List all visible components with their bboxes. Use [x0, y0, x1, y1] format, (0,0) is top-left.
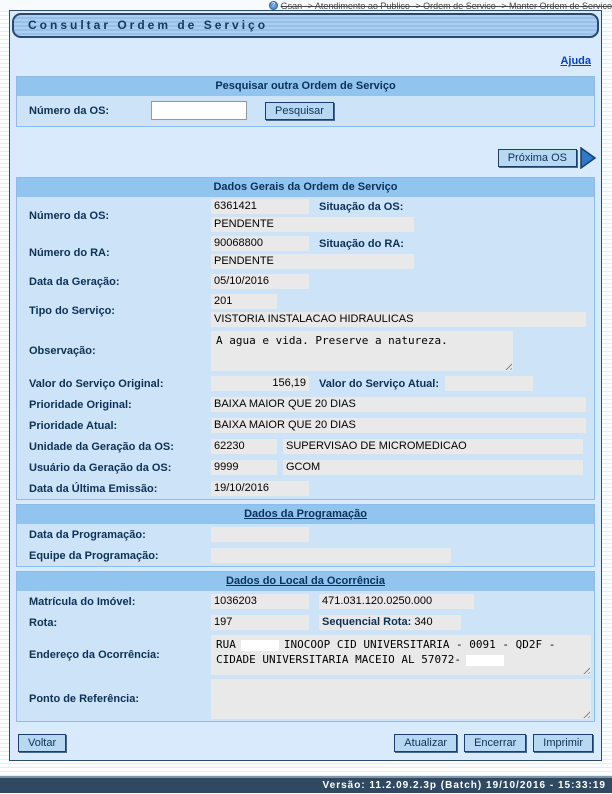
sequencial-rota-label: Sequencial Rota:	[322, 616, 412, 628]
numero-os-label: Número da OS:	[29, 209, 110, 222]
data-geracao-label: Data da Geração:	[29, 275, 120, 288]
unidade-geracao-label: Unidade da Geração da OS:	[29, 440, 174, 453]
local-ocorrencia-header	[17, 572, 594, 591]
encerrar-button[interactable]: Encerrar	[464, 734, 526, 752]
tipo-servico-code: 201	[211, 294, 277, 309]
equipe-programacao-row	[17, 545, 594, 566]
help-row	[14, 40, 597, 72]
tipo-servico-desc: VISTORIA INSTALACAO HIDRAULICAS	[211, 312, 586, 327]
ponto-referencia-textarea[interactable]	[211, 679, 591, 719]
endereco-line2-text: CIDADE UNIVERSITARIA MACEIO AL 57072-	[216, 653, 462, 666]
endereco-textarea[interactable]	[211, 635, 591, 675]
imprimir-button[interactable]: Imprimir	[533, 734, 593, 752]
version-bar: Versão: 11.2.09.2.3p (Batch) 19/10/2016 - 15:33:19	[0, 776, 612, 793]
help-link[interactable]: Ajuda	[560, 55, 591, 67]
help-circle-icon: ?	[269, 1, 278, 10]
valor-atual-value	[445, 376, 533, 391]
prioridade-atual-value: BAIXA MAIOR QUE 20 DIAS	[211, 418, 586, 433]
situacao-os-label: Situação da OS:	[319, 200, 404, 213]
tipo-servico-label: Tipo do Serviço:	[29, 304, 115, 317]
observacao-text: A agua e vida. Preserve a natureza.	[216, 334, 448, 347]
sequencial-rota-field	[319, 615, 461, 630]
unidade-geracao-code: 62230	[211, 439, 277, 454]
ultima-emissao-row	[17, 478, 594, 499]
voltar-button[interactable]: Voltar	[18, 734, 66, 752]
endereco-line1-street: RUA	[216, 638, 236, 651]
endereco-line1	[216, 637, 586, 652]
situacao-ra-value: PENDENTE	[211, 254, 414, 269]
prioridade-original-value: BAIXA MAIOR QUE 20 DIAS	[211, 397, 586, 412]
actions-right-group	[394, 734, 593, 752]
endereco-line2	[216, 652, 586, 667]
rota-label: Rota:	[29, 616, 58, 629]
proxima-os-row	[14, 131, 597, 173]
usuario-geracao-code: 9999	[211, 460, 277, 475]
usuario-geracao-desc: GCOM	[283, 460, 583, 475]
programacao-header-link[interactable]: Dados da Programação	[244, 508, 367, 520]
programacao-header	[17, 505, 594, 524]
numero-ra-label: Número do RA:	[29, 246, 110, 259]
data-geracao-row	[17, 271, 594, 292]
rota-value: 197	[211, 615, 309, 630]
search-section-header: Pesquisar outra Ordem de Serviço	[17, 77, 594, 96]
endereco-label: Endereço da Ocorrência:	[29, 649, 160, 661]
resize-handle-icon[interactable]	[503, 361, 512, 370]
atualizar-button[interactable]: Atualizar	[394, 734, 457, 752]
numero-os-row	[17, 197, 594, 234]
observacao-row	[17, 329, 594, 373]
equipe-programacao-value	[211, 548, 451, 563]
ponto-referencia-label: Ponto de Referência:	[29, 693, 140, 705]
observacao-textarea[interactable]	[211, 331, 513, 371]
proxima-os-button[interactable]: Próxima OS	[498, 149, 577, 167]
situacao-ra-label: Situação do RA:	[319, 237, 404, 250]
equipe-programacao-label: Equipe da Programação:	[29, 549, 159, 562]
prioridade-atual-label: Prioridade Atual:	[29, 419, 118, 432]
search-row	[17, 96, 594, 126]
matricula-row	[17, 591, 594, 612]
endereco-row	[17, 633, 594, 677]
valor-original-label: Valor do Serviço Original:	[29, 377, 164, 390]
consultar-os-window	[9, 10, 602, 761]
page-title: Consultar Ordem de Serviço	[12, 13, 599, 38]
resize-handle-icon[interactable]	[581, 709, 590, 718]
matricula-label: Matrícula do Imóvel:	[29, 595, 136, 608]
situacao-os-value: PENDENTE	[211, 217, 414, 232]
pesquisar-button[interactable]: Pesquisar	[265, 102, 334, 120]
actions-row	[14, 726, 597, 754]
prioridade-atual-row	[17, 415, 594, 436]
redacted-text-block	[466, 655, 504, 666]
tipo-servico-row	[17, 292, 594, 329]
inscricao-value: 471.031.120.0250.000	[319, 594, 474, 609]
unidade-geracao-desc: SUPERVISAO DE MICROMEDICAO	[283, 439, 583, 454]
usuario-geracao-row	[17, 457, 594, 478]
numero-os-value: 6361421	[211, 199, 309, 214]
numero-ra-row	[17, 234, 594, 271]
data-programacao-label: Data da Programação:	[29, 528, 146, 541]
sequencial-rota-value: 340	[414, 616, 433, 628]
rota-row	[17, 612, 594, 633]
page-content	[10, 40, 601, 760]
data-programacao-value	[211, 527, 309, 542]
valor-atual-label: Valor do Serviço Atual:	[319, 377, 440, 390]
programacao-section	[16, 504, 595, 567]
ultima-emissao-value: 19/10/2016	[211, 481, 309, 496]
numero-ra-value: 90068800	[211, 236, 309, 251]
endereco-line1-rest: INOCOOP CID UNIVERSITARIA - 0091 - QD2F -	[283, 638, 556, 651]
ultima-emissao-label: Data da Última Emissão:	[29, 482, 158, 495]
numero-os-input[interactable]	[151, 101, 247, 120]
numero-os-search-label: Número da OS:	[29, 104, 110, 117]
valor-original-value: 156,19	[211, 376, 309, 391]
data-geracao-value: 05/10/2016	[211, 274, 309, 289]
next-arrow-icon[interactable]	[579, 147, 597, 169]
usuario-geracao-label: Usuário da Geração da OS:	[29, 461, 172, 474]
dados-gerais-header: Dados Gerais da Ordem de Serviço	[17, 178, 594, 197]
search-section	[16, 76, 595, 127]
observacao-label: Observação:	[29, 345, 96, 357]
breadcrumb-trail[interactable]: Gsan -> Atendimento ao Publico -> Ordem de Servico -> Manter Ordem de Servico	[280, 0, 612, 11]
ponto-referencia-row	[17, 677, 594, 721]
matricula-value: 1036203	[211, 594, 309, 609]
data-programacao-row	[17, 524, 594, 545]
prioridade-original-row	[17, 394, 594, 415]
redacted-text-block	[241, 640, 279, 651]
prioridade-original-label: Prioridade Original:	[29, 398, 132, 411]
local-ocorrencia-section	[16, 571, 595, 722]
dados-gerais-section	[16, 177, 595, 500]
unidade-geracao-row	[17, 436, 594, 457]
valor-servico-row	[17, 373, 594, 394]
local-ocorrencia-header-link[interactable]: Dados do Local da Ocorrência	[226, 575, 385, 587]
